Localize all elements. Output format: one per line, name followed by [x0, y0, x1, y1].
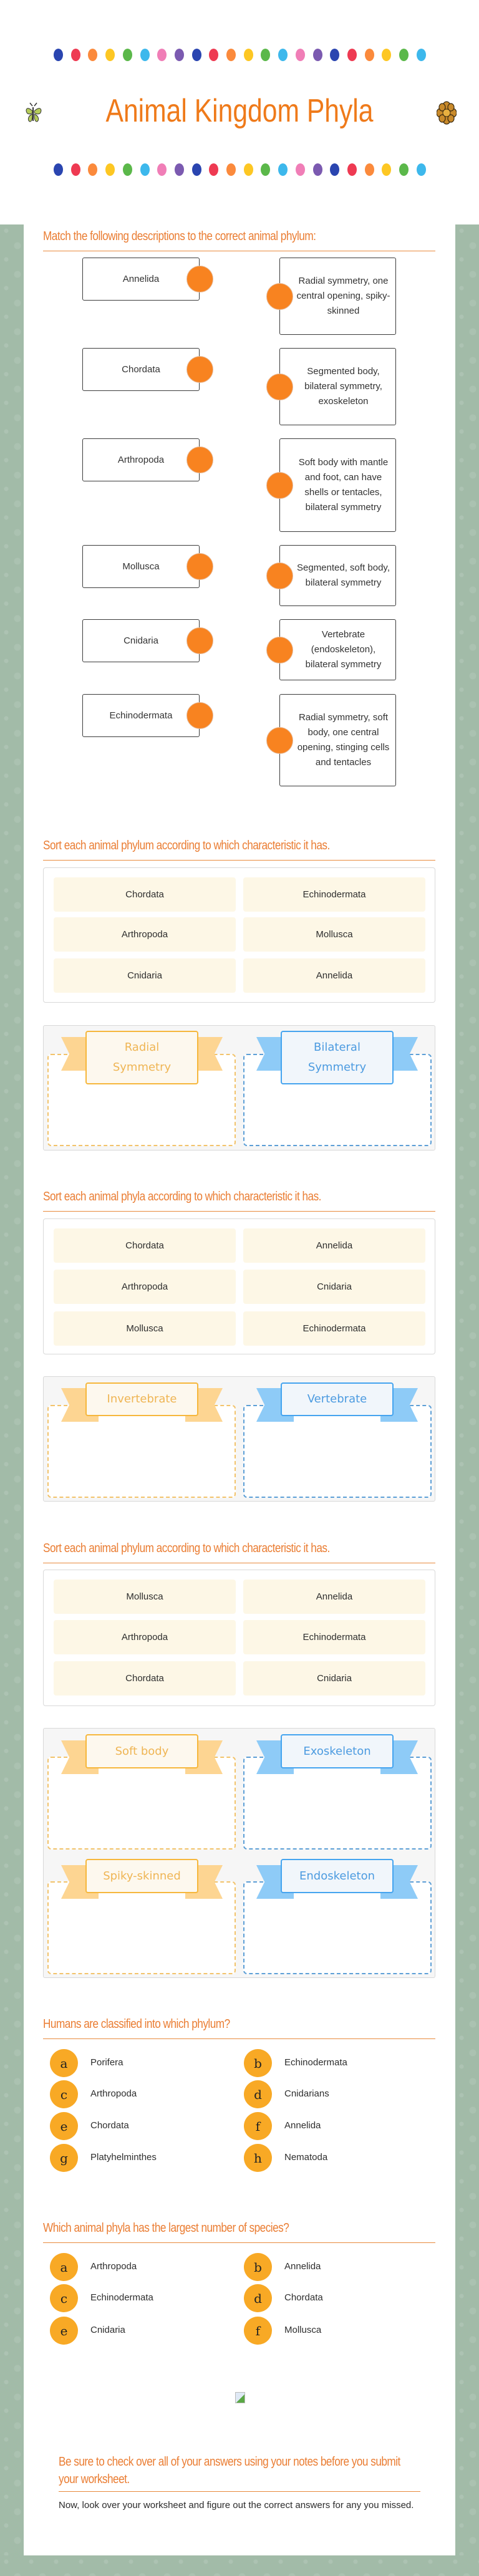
color-dot [417, 163, 426, 176]
color-dot [278, 163, 288, 176]
color-dot [105, 163, 115, 176]
butterfly-icon [25, 102, 42, 123]
color-dot [54, 163, 63, 176]
option-label[interactable]: Arthropoda [90, 2088, 137, 2099]
match-connector-right[interactable] [266, 374, 293, 400]
match-definition[interactable]: Segmented body, bilateral symmetry, exoskeleton [279, 348, 396, 425]
sort-item-card[interactable]: Chordata [54, 877, 236, 912]
question-prompt: Which animal phyla has the largest number of species? [43, 2221, 289, 2235]
color-dot [71, 49, 80, 61]
color-dot [175, 163, 184, 176]
option-letter-badge[interactable]: f [244, 2317, 272, 2345]
match-connector-right[interactable] [266, 562, 293, 589]
option-letter-badge[interactable]: a [50, 2253, 78, 2281]
footer-divider [59, 2491, 420, 2492]
sort-category-label: Vertebrate [281, 1382, 394, 1416]
match-definition[interactable]: Soft body with mantle and foot, can have shells or tentacles, bilateral symmetry [279, 438, 396, 532]
option-label[interactable]: Mollusca [284, 2325, 322, 2335]
option-letter-badge[interactable]: d [244, 2080, 272, 2108]
broken-image-icon [235, 2392, 245, 2403]
option-label[interactable]: Annelida [284, 2261, 321, 2272]
sort-item-card[interactable]: Cnidaria [243, 1661, 425, 1696]
sort-item-card[interactable]: Echinodermata [243, 877, 425, 912]
color-dot [192, 163, 201, 176]
option-label[interactable]: Cnidarians [284, 2088, 329, 2099]
dot-border-top [0, 49, 479, 61]
match-term[interactable]: Arthropoda [82, 438, 200, 481]
color-dot [123, 163, 132, 176]
background-bottom [0, 2555, 479, 2576]
color-dot [313, 49, 322, 61]
color-dot [365, 163, 374, 176]
option-letter-badge[interactable]: e [50, 2317, 78, 2345]
heading-divider [43, 1211, 435, 1212]
match-connector-right[interactable] [266, 637, 293, 663]
option-letter-badge[interactable]: h [244, 2144, 272, 2172]
color-dot [123, 49, 132, 61]
background-right [455, 224, 479, 2555]
color-dot [192, 49, 201, 61]
sort-item-card[interactable]: Mollusca [54, 1580, 236, 1614]
sort-category-label: Exoskeleton [281, 1734, 394, 1768]
sort-category-label: Soft body [85, 1734, 198, 1768]
color-dot [226, 49, 236, 61]
option-letter-badge[interactable]: e [50, 2112, 78, 2140]
sort-item-card[interactable]: Cnidaria [54, 958, 236, 993]
color-dot [226, 163, 236, 176]
color-dot [296, 49, 305, 61]
option-letter-badge[interactable]: d [244, 2284, 272, 2312]
sort-item-card[interactable]: Annelida [243, 958, 425, 993]
color-dot [330, 49, 339, 61]
flower-icon [437, 101, 457, 125]
footer-heading: Be sure to check over all of your answers using your notes before you submit your worksheet. [59, 2455, 400, 2486]
match-term[interactable]: Echinodermata [82, 694, 200, 737]
sort-item-card[interactable]: Arthropoda [54, 917, 236, 952]
option-letter-badge[interactable]: b [244, 2253, 272, 2281]
background-left [0, 224, 24, 2555]
sort-item-card[interactable]: Cnidaria [243, 1270, 425, 1304]
sort-item-card[interactable]: Arthropoda [54, 1270, 236, 1304]
color-dot [140, 163, 150, 176]
sort-item-card[interactable]: Arthropoda [54, 1620, 236, 1654]
sort-item-card[interactable]: Echinodermata [243, 1620, 425, 1654]
color-dot [399, 163, 409, 176]
option-label[interactable]: Annelida [284, 2120, 321, 2131]
heading-divider [43, 2038, 435, 2039]
color-dot [54, 49, 63, 61]
color-dot [175, 49, 184, 61]
color-dot [399, 49, 409, 61]
sort-category-label: Radial Symmetry [85, 1031, 198, 1084]
sort-item-card[interactable]: Echinodermata [243, 1311, 425, 1346]
color-dot [365, 49, 374, 61]
color-dot [347, 49, 357, 61]
sort-category-label: Bilateral Symmetry [281, 1031, 394, 1084]
option-label[interactable]: Porifera [90, 2057, 123, 2068]
match-connector-left[interactable] [186, 446, 213, 473]
option-letter-badge[interactable]: g [50, 2144, 78, 2172]
match-connector-right[interactable] [266, 727, 293, 754]
match-term[interactable]: Annelida [82, 258, 200, 301]
sort-prompt: Sort each animal phyla according to which characteristic it has. [43, 1190, 321, 1204]
color-dot [88, 163, 97, 176]
color-dot [382, 49, 391, 61]
option-letter-badge[interactable]: c [50, 2284, 78, 2312]
match-connector-left[interactable] [186, 266, 213, 292]
sort-item-card[interactable]: Chordata [54, 1228, 236, 1263]
option-label[interactable]: Echinodermata [90, 2292, 153, 2303]
sort-category-label: Spiky-skinned [85, 1859, 198, 1893]
color-dot [313, 163, 322, 176]
color-dot [88, 49, 97, 61]
color-dot [71, 163, 80, 176]
match-definition[interactable]: Segmented, soft body, bilateral symmetry [279, 545, 396, 606]
matching-prompt: Match the following descriptions to the correct animal phylum: [43, 229, 316, 243]
color-dot [209, 49, 218, 61]
match-connector-left[interactable] [186, 553, 213, 580]
page-title: Animal Kingdom Phyla [105, 93, 374, 129]
color-dot [244, 163, 253, 176]
sort-item-card[interactable]: Chordata [54, 1661, 236, 1696]
option-label[interactable]: Platyhelminthes [90, 2152, 157, 2163]
match-definition[interactable]: Radial symmetry, soft body, one central opening, stinging cells and tentacles [279, 694, 396, 786]
match-connector-right[interactable] [266, 283, 293, 310]
option-label[interactable]: Cnidaria [90, 2325, 125, 2335]
sort-prompt: Sort each animal phylum according to which characteristic it has. [43, 839, 330, 852]
color-dot [261, 49, 270, 61]
color-dot [209, 163, 218, 176]
match-connector-left[interactable] [186, 702, 213, 729]
heading-divider [43, 2242, 435, 2243]
dot-border-bottom [0, 163, 479, 176]
option-letter-badge[interactable]: b [244, 2049, 272, 2077]
option-label[interactable]: Nematoda [284, 2152, 328, 2163]
match-connector-left[interactable] [186, 627, 213, 654]
color-dot [157, 163, 167, 176]
sort-item-card[interactable]: Annelida [243, 1580, 425, 1614]
color-dot [244, 49, 253, 61]
match-connector-left[interactable] [186, 356, 213, 383]
sort-item-card[interactable]: Mollusca [54, 1311, 236, 1346]
color-dot [157, 49, 167, 61]
match-term[interactable]: Cnidaria [82, 619, 200, 662]
color-dot [347, 163, 357, 176]
color-dot [105, 49, 115, 61]
color-dot [296, 163, 305, 176]
option-label[interactable]: Chordata [284, 2292, 323, 2303]
sort-category-label: Invertebrate [85, 1382, 198, 1416]
match-definition[interactable]: Radial symmetry, one central opening, spiky-skinned [279, 258, 396, 335]
footer-body: Now, look over your worksheet and figure out the correct answers for any you missed. [59, 2500, 414, 2511]
match-connector-right[interactable] [266, 472, 293, 499]
option-letter-badge[interactable]: a [50, 2049, 78, 2077]
option-label[interactable]: Echinodermata [284, 2057, 347, 2068]
match-term[interactable]: Mollusca [82, 545, 200, 588]
color-dot [382, 163, 391, 176]
sort-category-label: Endoskeleton [281, 1859, 394, 1893]
match-definition[interactable]: Vertebrate (endoskeleton), bilateral symmetry [279, 619, 396, 680]
sort-item-card[interactable]: Annelida [243, 1228, 425, 1263]
question-prompt: Humans are classified into which phylum? [43, 2017, 230, 2031]
sort-item-card[interactable]: Mollusca [243, 917, 425, 952]
option-label[interactable]: Arthropoda [90, 2261, 137, 2272]
sort-prompt: Sort each animal phylum according to which characteristic it has. [43, 1541, 330, 1555]
option-label[interactable]: Chordata [90, 2120, 129, 2131]
color-dot [278, 49, 288, 61]
color-dot [261, 163, 270, 176]
color-dot [417, 49, 426, 61]
option-letter-badge[interactable]: c [50, 2080, 78, 2108]
color-dot [330, 163, 339, 176]
heading-divider [43, 860, 435, 861]
color-dot [140, 49, 150, 61]
match-term[interactable]: Chordata [82, 348, 200, 391]
option-letter-badge[interactable]: f [244, 2112, 272, 2140]
